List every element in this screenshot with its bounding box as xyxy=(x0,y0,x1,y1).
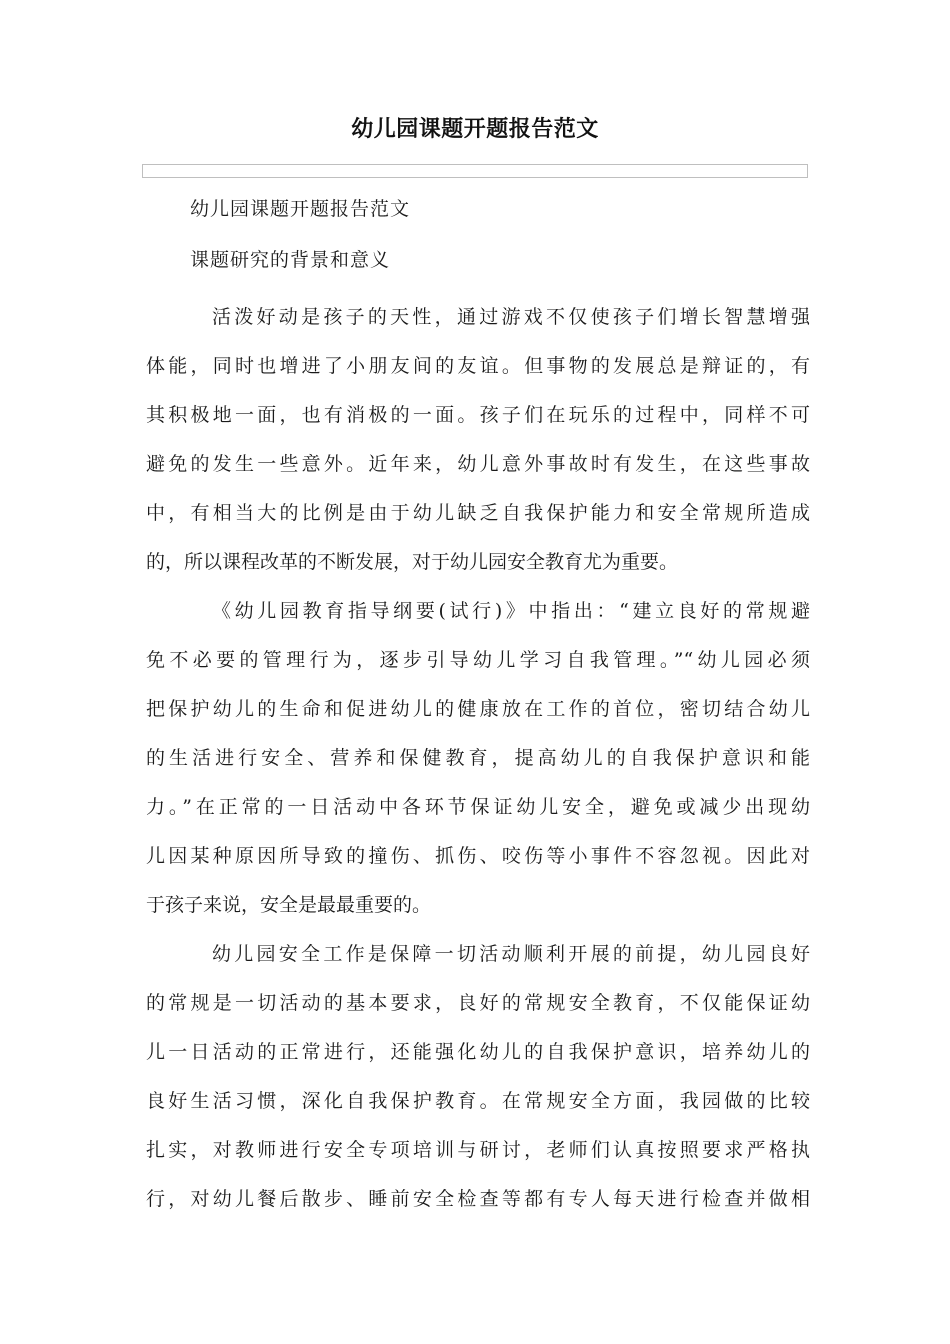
section-heading: 课题研究的背景和意义 xyxy=(190,249,391,271)
paragraph-line: 中，有相当大的比例是由于幼儿缺乏自我保护能力和安全常规所造成 xyxy=(146,502,810,524)
title-divider xyxy=(142,164,808,178)
paragraph-line: 儿因某种原因所导致的撞伤、抓伤、咬伤等小事件不容忽视。因此对 xyxy=(146,845,810,867)
paragraph-line: 扎实，对教师进行安全专项培训与研讨，老师们认真按照要求严格执 xyxy=(146,1139,810,1161)
paragraph-line: 的常规是一切活动的基本要求，良好的常规安全教育，不仅能保证幼 xyxy=(146,992,810,1014)
paragraph-line: 避免的发生一些意外。近年来，幼儿意外事故时有发生，在这些事故 xyxy=(146,453,810,475)
document-body xyxy=(146,184,810,1224)
paragraph-line: 把保护幼儿的生命和促进幼儿的健康放在工作的首位，密切结合幼儿 xyxy=(146,698,810,720)
document-title: 幼儿园课题开题报告范文 xyxy=(351,117,599,142)
paragraph-line: 活泼好动是孩子的天性，通过游戏不仅使孩子们增长智慧增强 xyxy=(212,306,810,328)
paragraph-line: 幼儿园安全工作是保障一切活动顺利开展的前提，幼儿园良好 xyxy=(212,943,810,965)
paragraph-line: 免不必要的管理行为，逐步引导幼儿学习自我管理。”“幼儿园必须 xyxy=(146,649,810,671)
paragraph-line: 《幼儿园教育指导纲要(试行)》中指出：“建立良好的常规避 xyxy=(212,600,810,622)
paragraph-line: 的生活进行安全、营养和保健教育，提高幼儿的自我保护意识和能 xyxy=(146,747,810,769)
paragraph-line: 的，所以课程改革的不断发展，对于幼儿园安全教育尤为重要。 xyxy=(146,551,679,573)
paragraph-gap xyxy=(146,286,810,293)
paragraph-line: 于孩子来说，安全是最最重要的。 xyxy=(146,894,432,916)
paragraph-line: 其积极地一面，也有消极的一面。孩子们在玩乐的过程中，同样不可 xyxy=(146,404,810,426)
paragraph-line: 儿一日活动的正常进行，还能强化幼儿的自我保护意识，培养幼儿的 xyxy=(146,1041,810,1063)
paragraph-line: 行，对幼儿餐后散步、睡前安全检查等都有专人每天进行检查并做相 xyxy=(146,1188,810,1210)
document-subtitle: 幼儿园课题开题报告范文 xyxy=(190,198,411,220)
paragraph-line: 体能，同时也增进了小朋友间的友谊。但事物的发展总是辩证的，有 xyxy=(146,355,810,377)
paragraph-line: 力。”在正常的一日活动中各环节保证幼儿安全，避免或减少出现幼 xyxy=(146,796,810,818)
paragraph-1 xyxy=(146,293,810,587)
paragraph-2 xyxy=(146,587,810,930)
paragraph-line: 良好生活习惯，深化自我保护教育。在常规安全方面，我园做的比较 xyxy=(146,1090,810,1112)
paragraph-3 xyxy=(146,930,810,1224)
